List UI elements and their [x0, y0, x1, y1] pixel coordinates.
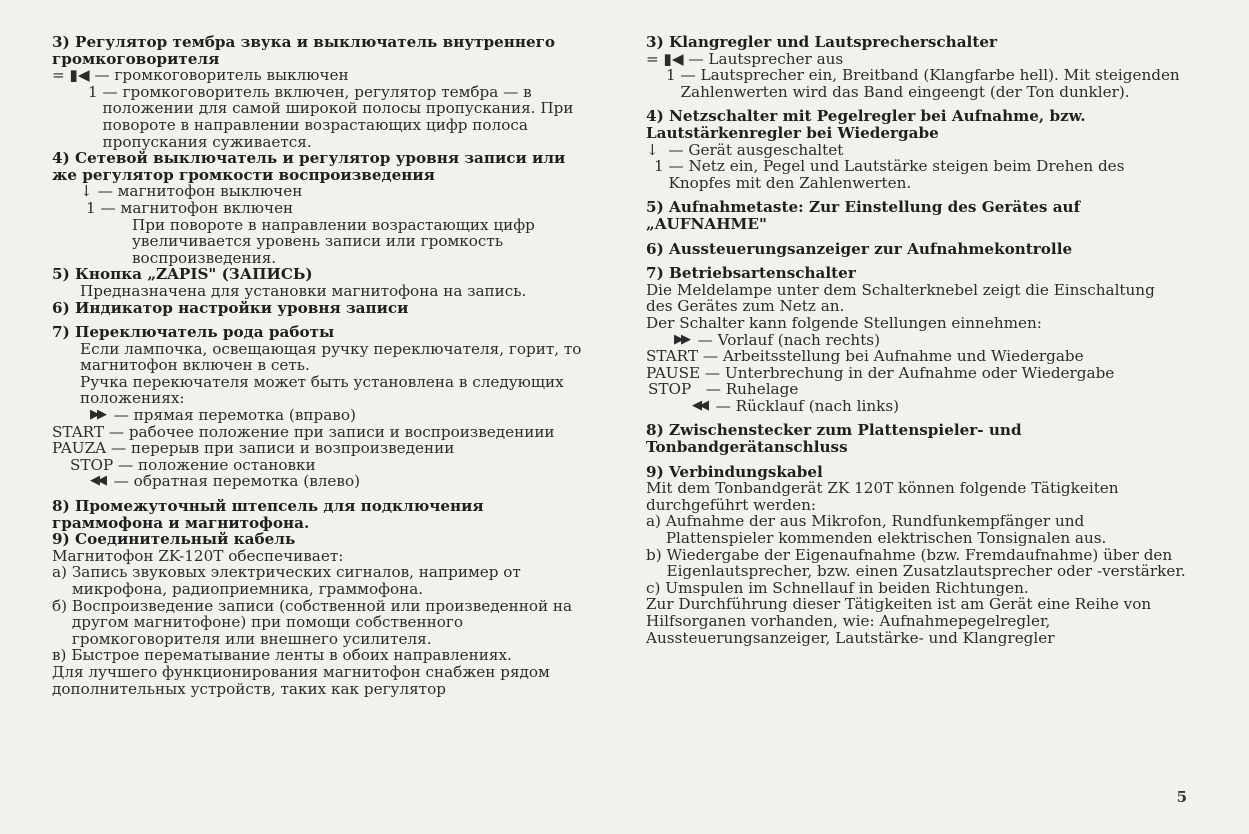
speaker-on-number: 1	[88, 82, 98, 101]
speaker-off-symbol: = ▮◀	[646, 49, 684, 68]
power-off-text: — Gerät ausgeschaltet	[668, 140, 844, 159]
power-off-text: — магнитофон выключен	[97, 182, 303, 201]
start-text: — Arbeitsstellung bei Aufnahme und Wiedergabe	[702, 347, 1084, 366]
power-off-symbol: ↓	[80, 182, 93, 201]
speaker-off-text: — громкоговоритель выключен	[94, 66, 349, 85]
speaker-on-number: 1	[666, 66, 676, 85]
section-5-heading: 5) Aufnahmetaste: Zur Einstellung des Gerätes auf „AUFNAHME"	[646, 198, 1081, 233]
pause-label: PAUZA	[52, 439, 107, 458]
pause-row	[646, 365, 1186, 382]
section-7-para-1: Если лампочка, освещающая ручку переключателя, горит, то магнитофон включен в сеть.	[80, 339, 582, 375]
stop-row	[52, 457, 592, 474]
pause-text: — перерыв при записи и возпроизведении	[110, 439, 455, 458]
power-off-row	[52, 183, 592, 200]
rewind-text: — Rücklauf (nach links)	[715, 396, 900, 415]
rewind-text: — обратная перемотка (влево)	[113, 472, 361, 491]
stop-label: STOP	[648, 380, 692, 399]
start-row	[52, 424, 592, 441]
section-9-heading: 9) Соединительный кабель	[52, 530, 296, 549]
section-4-heading: 4) Netzschalter mit Pegelregler bei Aufnahme, bzw. Lautstärkenregler bei Wiedergabe	[646, 107, 1086, 142]
power-on-row	[52, 200, 592, 217]
start-row	[646, 348, 1186, 365]
fast-forward-icon: ▶▶	[90, 407, 104, 423]
item-b-label: b)	[646, 545, 662, 564]
section-3-heading: 3) Klangregler und Lautsprecherschalter	[646, 33, 998, 51]
section-9-ending: Для лучшего функционирования магнитофон снабжен рядом дополнительных устройств, таких как регулятор	[52, 662, 550, 698]
item-b-label: б)	[52, 596, 68, 615]
item-v-label: в)	[52, 646, 67, 665]
item-c-row	[646, 580, 1186, 597]
section-5-heading: 5) Кнопка „ZAPIS" (ЗАПИСЬ)	[52, 265, 313, 284]
section-9-intro: Магнитофон ZK-120T обеспечивает:	[52, 546, 344, 565]
pause-row	[52, 440, 592, 457]
section-7-para-2: Ручка перекючателя может быть установлена в следующих положениях:	[80, 372, 564, 408]
rewind-row	[646, 398, 1186, 415]
rewind-row	[52, 473, 592, 490]
item-a-text: Aufnahme der aus Mikrofon, Rundfunkempfänger und Plattenspieler kommenden elektrischen Tonsignalen aus.	[665, 512, 1107, 548]
item-c-text: Umspulen im Schnellauf in beiden Richtungen.	[665, 578, 1029, 597]
item-c-label: c)	[646, 578, 661, 597]
section-6-heading: 6) Aussteuerungsanzeiger zur Aufnahmekontrolle	[646, 239, 1073, 258]
pause-text: — Unterbrechung in der Aufnahme oder Wiedergabe	[704, 363, 1115, 382]
speaker-on-row	[646, 67, 1186, 100]
item-v-text: Быстрое перематывание ленты в обоих направлениях.	[71, 646, 512, 665]
item-a-label: a)	[646, 512, 661, 531]
item-a-row	[52, 564, 592, 597]
power-on-text: — Netz ein, Pegel und Lautstärke steigen beim Drehen des Knopfes mit den Zahlenwerten.	[668, 157, 1125, 192]
speaker-on-text: — Lautsprecher ein, Breitband (Klangfarbe hell). Mit steigenden Zahlenwerten wird das Band eingeengt (der Ton dunkler).	[680, 66, 1180, 101]
stop-text: — Ruhelage	[705, 380, 799, 399]
start-text: — рабочее положение при записи и воспроизведениии	[108, 422, 555, 441]
pause-label: PAUSE	[646, 363, 701, 382]
section-9-heading: 9) Verbindungskabel	[646, 462, 823, 481]
section-7-para-2: Der Schalter kann folgende Stellungen einnehmen:	[646, 313, 1042, 332]
fast-forward-row	[52, 407, 592, 424]
section-6-heading: 6) Индикатор настройки уровня записи	[52, 298, 409, 317]
section-7-heading: 7) Переключатель рода работы	[52, 323, 335, 342]
section-9-ending: Zur Durchführung dieser Tätigkeiten ist am Gerät eine Reihe von Hilfsorganen vorhanden, wie: Aufnahmepegelregler, Aussteuerungsanzeiger, Lautstärke- und Klangregler	[646, 595, 1152, 647]
section-8-heading: 8) Промежуточный штепсель для подключения граммофона и магнитофона.	[52, 497, 484, 532]
stop-label: STOP	[70, 455, 114, 474]
item-b-text: Воспроизведение записи (собственной или произведенной на другом магнитофоне) при помощи собственного громкоговорителя или внешнего усилителя.	[71, 596, 573, 648]
item-b-row	[52, 598, 592, 648]
fast-forward-text: — Vorlauf (nach rechts)	[697, 330, 881, 349]
speaker-on-text: — громкоговоритель включен, регулятор тембра — в положении для самой широкой полосы пропускания. При повороте в направлении возрастающих цифр полоса пропускания суживается.	[102, 82, 574, 151]
stop-row	[646, 381, 1186, 398]
fast-forward-row	[646, 332, 1186, 349]
item-v-row	[52, 647, 592, 664]
page-number: 5	[1176, 788, 1187, 806]
item-a-label: а)	[52, 563, 67, 582]
speaker-on-row	[52, 84, 592, 150]
fast-forward-text: — прямая перемотка (вправо)	[113, 406, 356, 425]
section-4-heading: 4) Сетевой выключатель и регулятор уровня записи или же регулятор громкости воспроизведения	[52, 149, 566, 184]
section-7-heading: 7) Betriebsartenschalter	[646, 264, 856, 283]
stop-text: — положение остановки	[118, 455, 316, 474]
item-a-row	[646, 513, 1186, 546]
item-b-row	[646, 547, 1186, 580]
power-off-symbol: ↓	[646, 140, 659, 159]
power-on-number: 1	[86, 198, 96, 217]
left-column-russian	[52, 34, 592, 697]
section-7-para-1: Die Meldelampe unter dem Schalterknebel zeigt die Einschaltung des Gerätes zum Netz an.	[646, 280, 1155, 316]
section-4-note: При повороте в направлении возрастающих цифр увеличивается уровень записи или громкость воспроизведения.	[132, 215, 535, 267]
power-on-number: 1	[654, 157, 664, 176]
item-a-text: Запись звуковых электрических сигналов, например от микрофона, радиоприемника, граммофона.	[71, 563, 521, 598]
rewind-icon: ◀◀	[692, 397, 706, 413]
right-column-german	[646, 34, 1186, 646]
speaker-off-row	[646, 51, 1186, 68]
section-8-heading: 8) Zwischenstecker zum Plattenspieler- und Tonbandgerätanschluss	[646, 421, 1022, 457]
section-3-heading: 3) Регулятор тембра звука и выключатель внутреннего громкоговорителя	[52, 33, 556, 68]
section-5-text: Предназначена для установки магнитофона на запись.	[80, 281, 527, 300]
section-9-intro: Mit dem Tonbandgerät ZK 120T können folgende Tätigkeiten durchgeführt werden:	[646, 479, 1119, 514]
speaker-off-row	[52, 67, 592, 84]
speaker-off-symbol: = ▮◀	[52, 66, 90, 85]
power-off-row	[646, 142, 1186, 159]
rewind-icon: ◀◀	[90, 473, 104, 489]
power-on-text: — магнитофон включен	[100, 198, 294, 217]
fast-forward-icon: ▶▶	[674, 331, 688, 347]
item-b-text: Wiedergabe der Eigenaufnahme (bzw. Fremdaufnahme) über den Eigenlautsprecher, bzw. einen Zusatzlautsprecher oder -verstärker.	[666, 545, 1186, 581]
power-on-row	[646, 158, 1186, 191]
speaker-off-text: — Lautsprecher aus	[688, 49, 844, 68]
start-label: START	[52, 422, 104, 441]
start-label: START	[646, 347, 698, 366]
